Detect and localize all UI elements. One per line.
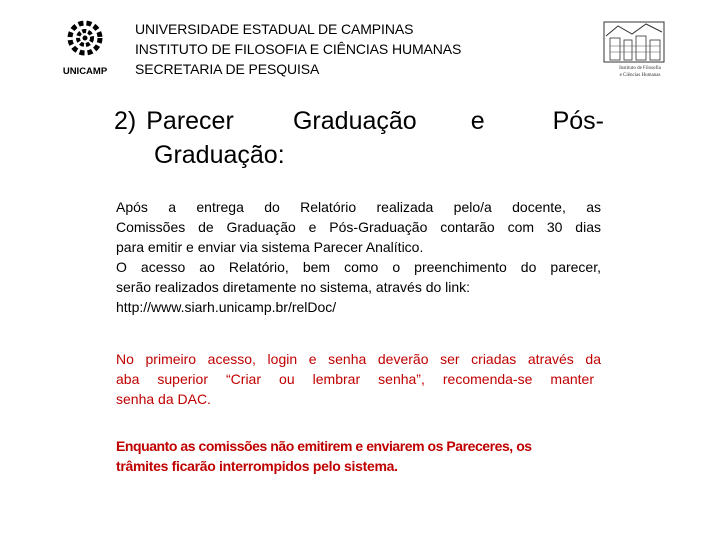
process-warning — [116, 436, 601, 476]
unicamp-logo-label: UNICAMP — [62, 66, 108, 77]
title-word: e — [470, 107, 485, 135]
paragraph-line: para emitir e enviar via sistema Parecer Analítico. — [116, 239, 424, 255]
login-notice — [116, 349, 601, 409]
paragraph-line: O acesso ao Relatório, bem como o preenchimento do parecer, — [116, 259, 601, 275]
university-name: UNIVERSIDADE ESTADUAL DE CAMPINAS — [135, 21, 414, 37]
title-line-2: Graduação: — [154, 141, 285, 169]
title-word: Graduação — [292, 107, 417, 135]
section-number: 2) — [114, 107, 137, 135]
ifch-logo-label-1: Instituto de Filosofia — [619, 66, 661, 71]
paragraph-line: trâmites ficarão interrompidos pelo sistema. — [116, 458, 398, 474]
paragraph-line: Enquanto as comissões não emitirem e enviarem os Pareceres, os — [116, 438, 532, 454]
institute-name: INSTITUTO DE FILOSOFIA E CIÊNCIAS HUMANAS — [135, 41, 462, 57]
paragraph-line: senha da DAC. — [116, 391, 211, 407]
paragraph-line: No primeiro acesso, login e senha deverão ser criadas através da — [116, 351, 601, 367]
section-title — [114, 104, 604, 172]
paragraph-line: Após a entrega do Relatório realizada pelo/a docente, as — [116, 199, 601, 215]
paragraph-line: Comissões de Graduação e Pós-Graduação contarão com 30 dias — [116, 219, 601, 235]
paragraph-line: aba superior “Criar ou lembrar senha”, recomenda-se manter — [116, 371, 594, 387]
ifch-logo-label-2: e Ciências Humanas — [619, 73, 661, 78]
body-paragraphs — [116, 197, 601, 317]
ifch-building-logo-icon — [598, 16, 670, 78]
title-word: Pós- — [552, 107, 604, 135]
link-text: http://www.siarh.unicamp.br/relDoc/ — [116, 299, 337, 315]
unicamp-logo-icon — [55, 16, 125, 80]
title-word: Parecer — [146, 107, 234, 135]
department-name: SECRETARIA DE PESQUISA — [135, 61, 320, 77]
institution-header — [135, 19, 595, 79]
paragraph-line: serão realizados diretamente no sistema, através do link: — [116, 279, 471, 295]
